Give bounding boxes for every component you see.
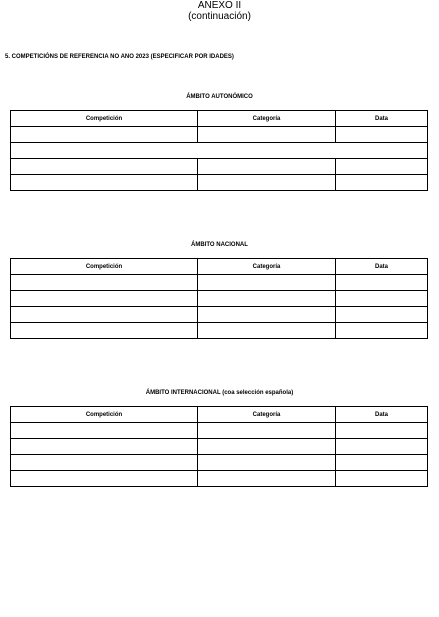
table-row: [11, 455, 428, 471]
cell-categoria[interactable]: [198, 455, 336, 471]
table-header-row: [11, 407, 428, 423]
cell-data[interactable]: [336, 323, 428, 339]
col-header-data: Data: [336, 111, 428, 127]
block-title-autonomico: ÁMBITO AUTONÓMICO: [186, 94, 253, 100]
cell-categoria[interactable]: [198, 291, 336, 307]
cell-categoria[interactable]: [198, 307, 336, 323]
block-title-nacional: ÁMBITO NACIONAL: [191, 242, 248, 248]
cell-competicion[interactable]: [11, 275, 198, 291]
table-autonomico: [10, 110, 428, 191]
table-row: [11, 175, 428, 191]
cell-competicion[interactable]: [11, 291, 198, 307]
col-header-competicion: Competición: [11, 407, 198, 423]
table-row: [11, 439, 428, 455]
cell-categoria[interactable]: [198, 439, 336, 455]
table-internacional: [10, 406, 428, 487]
table-row: [11, 307, 428, 323]
cell-competicion[interactable]: [11, 455, 198, 471]
col-header-categoria: Categoría: [198, 111, 336, 127]
block-title-internacional: ÁMBITO INTERNACIONAL (coa selección española): [145, 390, 294, 396]
cell-competicion[interactable]: [11, 175, 198, 191]
table-row: [11, 159, 428, 175]
col-header-data: Data: [336, 407, 428, 423]
cell-data[interactable]: [336, 275, 428, 291]
table-nacional: [10, 258, 428, 339]
cell-data[interactable]: [336, 423, 428, 439]
cell-data[interactable]: [336, 127, 428, 143]
cell-categoria[interactable]: [198, 159, 336, 175]
cell-data[interactable]: [336, 307, 428, 323]
annex-subtitle: (continuación): [188, 11, 251, 22]
table-row: [11, 127, 428, 143]
annex-title: ANEXO II: [197, 0, 242, 11]
table-row: [11, 143, 428, 159]
cell-categoria[interactable]: [198, 423, 336, 439]
cell-data[interactable]: [336, 291, 428, 307]
col-header-categoria: Categoría: [198, 259, 336, 275]
cell-competicion[interactable]: [11, 423, 198, 439]
cell-categoria[interactable]: [198, 275, 336, 291]
cell-data[interactable]: [336, 439, 428, 455]
cell-competicion[interactable]: [11, 159, 198, 175]
cell-competicion[interactable]: [11, 323, 198, 339]
cell-data[interactable]: [336, 455, 428, 471]
section-heading: 5. COMPETICIÓNS DE REFERENCIA NO ANO 2023 (ESPECIFICAR POR IDADES): [5, 54, 234, 60]
cell-categoria[interactable]: [198, 175, 336, 191]
col-header-categoria: Categoría: [198, 407, 336, 423]
table-row: [11, 471, 428, 487]
cell-competicion[interactable]: [11, 307, 198, 323]
cell-merged[interactable]: [11, 143, 428, 159]
col-header-data: Data: [336, 259, 428, 275]
cell-data[interactable]: [336, 175, 428, 191]
cell-categoria[interactable]: [198, 323, 336, 339]
table-header-row: [11, 259, 428, 275]
cell-data[interactable]: [336, 471, 428, 487]
cell-competicion[interactable]: [11, 127, 198, 143]
cell-data[interactable]: [336, 159, 428, 175]
table-row: [11, 423, 428, 439]
col-header-competicion: Competición: [11, 111, 198, 127]
table-header-row: [11, 111, 428, 127]
cell-competicion[interactable]: [11, 471, 198, 487]
cell-competicion[interactable]: [11, 439, 198, 455]
cell-categoria[interactable]: [198, 127, 336, 143]
table-row: [11, 275, 428, 291]
col-header-competicion: Competición: [11, 259, 198, 275]
table-row: [11, 323, 428, 339]
table-row: [11, 291, 428, 307]
cell-categoria[interactable]: [198, 471, 336, 487]
